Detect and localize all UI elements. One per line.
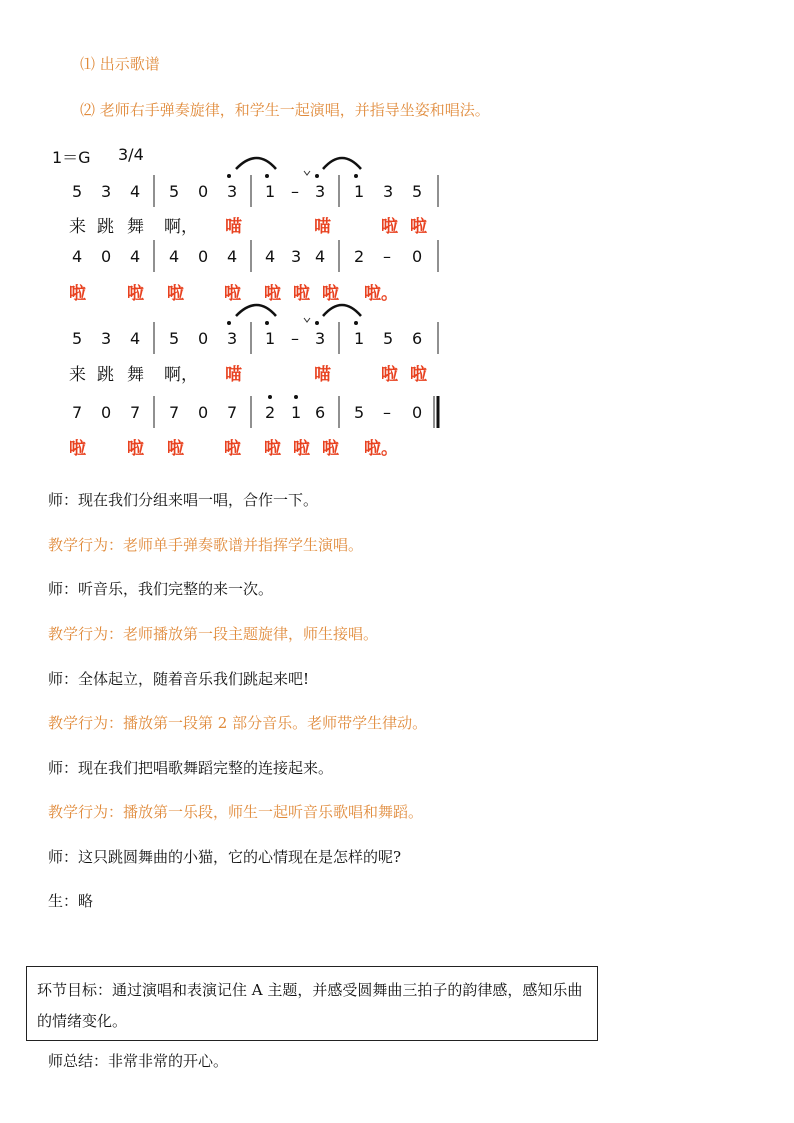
octave-dot bbox=[354, 321, 358, 325]
score-lyric: 喵 bbox=[314, 365, 331, 385]
octave-dot bbox=[265, 321, 269, 325]
score-note: 5 bbox=[72, 182, 83, 201]
score-note: 7 bbox=[72, 403, 83, 422]
step-2-text: 老师右手弹奏旋律，和学生一起演唱，并指导坐姿和唱法。 bbox=[99, 101, 490, 119]
octave-dot bbox=[268, 395, 272, 399]
dialogue-line: 生：略 bbox=[48, 892, 94, 910]
score-lyric: 啊， bbox=[164, 217, 198, 237]
score-note: 0 bbox=[412, 247, 423, 266]
score-lyric: 喵 bbox=[225, 217, 242, 237]
score-lyric: 啊， bbox=[164, 365, 198, 385]
score-note: 7 bbox=[169, 403, 180, 422]
score-lyric: 啦 bbox=[322, 284, 339, 304]
score-lyric: 舞 bbox=[127, 365, 144, 385]
score-note: 6 bbox=[412, 329, 423, 348]
score-lyric: 啦 bbox=[224, 284, 241, 304]
breath-mark bbox=[304, 318, 310, 322]
score-note: 3 bbox=[315, 182, 326, 201]
score-note: 2 bbox=[265, 403, 276, 422]
score-note: 4 bbox=[130, 182, 141, 201]
score-lyric: 来 bbox=[69, 217, 86, 237]
octave-dot bbox=[227, 321, 231, 325]
score-lyric: 喵 bbox=[225, 365, 242, 385]
score-note: 1 bbox=[265, 329, 276, 348]
score-note: 4 bbox=[72, 247, 83, 266]
score-note: 2 bbox=[354, 247, 365, 266]
score-note: 5 bbox=[383, 329, 394, 348]
teaching-action: 教学行为：播放第一段第 2 部分音乐。老师带学生律动。 bbox=[48, 714, 428, 732]
score-lyric: 跳 bbox=[97, 365, 114, 385]
dialogue-line: 师：全体起立，随着音乐我们跳起来吧! bbox=[48, 670, 310, 688]
dialogue-line: 师：这只跳圆舞曲的小猫，它的心情现在是怎样的呢? bbox=[48, 848, 402, 866]
score-lyric: 啦 bbox=[381, 217, 398, 237]
time-signature: 3/4 bbox=[118, 145, 144, 164]
score-note: 0 bbox=[198, 403, 209, 422]
score-note: 3 bbox=[101, 182, 112, 201]
score-lyric: 啦。 bbox=[364, 284, 398, 304]
score-lyric: 啦。 bbox=[364, 439, 398, 459]
score-note: 3 bbox=[383, 182, 394, 201]
score-note: 7 bbox=[130, 403, 141, 422]
breath-mark bbox=[304, 171, 310, 175]
score-lyric: 喵 bbox=[314, 217, 331, 237]
score-note: 0 bbox=[198, 329, 209, 348]
score-note: 7 bbox=[227, 403, 238, 422]
dialogue-line: 师：现在我们分组来唱一唱，合作一下。 bbox=[48, 491, 319, 509]
score-note: 1 bbox=[354, 329, 365, 348]
score-note: 4 bbox=[265, 247, 276, 266]
score-note: 1 bbox=[354, 182, 365, 201]
slur bbox=[236, 158, 276, 169]
score-lyric: 啦 bbox=[167, 439, 184, 459]
score-lyric: 来 bbox=[69, 365, 86, 385]
goal-box-text: 环节目标：通过演唱和表演记住 A 主题，并感受圆舞曲三拍子的韵律感，感知乐曲的情绪变化。 bbox=[37, 981, 583, 1030]
score-note: 0 bbox=[198, 247, 209, 266]
score-lyric: 啦 bbox=[127, 284, 144, 304]
score-note: – bbox=[291, 182, 299, 201]
octave-dot bbox=[354, 174, 358, 178]
score-note: 3 bbox=[315, 329, 326, 348]
score-note: 0 bbox=[198, 182, 209, 201]
score-lyric: 啦 bbox=[264, 439, 281, 459]
score-note: 4 bbox=[315, 247, 326, 266]
score-lyric: 啦 bbox=[69, 284, 86, 304]
score-note: 3 bbox=[227, 329, 238, 348]
dialogue-line: 师：听音乐，我们完整的来一次。 bbox=[48, 580, 274, 598]
octave-dot bbox=[315, 321, 319, 325]
score-lyric: 啦 bbox=[410, 365, 427, 385]
score-lyric: 啦 bbox=[127, 439, 144, 459]
score-note: 4 bbox=[169, 247, 180, 266]
score-lyric: 啦 bbox=[410, 217, 427, 237]
score-note: 0 bbox=[412, 403, 423, 422]
song-score bbox=[0, 0, 794, 470]
slur bbox=[323, 158, 361, 169]
score-note: 5 bbox=[72, 329, 83, 348]
score-note: 6 bbox=[315, 403, 326, 422]
octave-dot bbox=[227, 174, 231, 178]
step-1-text: 出示歌谱 bbox=[99, 55, 160, 73]
score-note: 0 bbox=[101, 403, 112, 422]
score-lyric: 跳 bbox=[97, 217, 114, 237]
score-note: 3 bbox=[227, 182, 238, 201]
goal-box bbox=[26, 966, 598, 1041]
score-lyric: 啦 bbox=[293, 284, 310, 304]
octave-dot bbox=[315, 174, 319, 178]
score-lyric: 啦 bbox=[381, 365, 398, 385]
score-note: – bbox=[383, 247, 391, 266]
score-note: 1 bbox=[291, 403, 302, 422]
key-signature: 1＝G bbox=[52, 148, 91, 167]
score-note: 4 bbox=[130, 247, 141, 266]
score-note: 4 bbox=[130, 329, 141, 348]
score-lyric: 啦 bbox=[264, 284, 281, 304]
teaching-action: 教学行为：老师播放第一段主题旋律，师生接唱。 bbox=[48, 625, 379, 643]
score-lyric: 啦 bbox=[322, 439, 339, 459]
teaching-action: 教学行为：播放第一乐段，师生一起听音乐歌唱和舞蹈。 bbox=[48, 803, 424, 821]
score-note: 0 bbox=[101, 247, 112, 266]
slur bbox=[236, 305, 276, 316]
dialogue-line: 师：现在我们把唱歌舞蹈完整的连接起来。 bbox=[48, 759, 334, 777]
octave-dot bbox=[265, 174, 269, 178]
step-1-number: ⑴ bbox=[80, 55, 96, 73]
score-note: – bbox=[291, 329, 299, 348]
score-note: 3 bbox=[291, 247, 302, 266]
score-note: 5 bbox=[169, 182, 180, 201]
step-2-number: ⑵ bbox=[80, 101, 96, 119]
score-note: – bbox=[383, 403, 391, 422]
slur bbox=[323, 305, 361, 316]
score-note: 5 bbox=[169, 329, 180, 348]
score-lyric: 啦 bbox=[224, 439, 241, 459]
octave-dot bbox=[294, 395, 298, 399]
score-lyric: 舞 bbox=[127, 217, 144, 237]
score-note: 4 bbox=[227, 247, 238, 266]
score-note: 3 bbox=[101, 329, 112, 348]
teaching-action: 教学行为：老师单手弹奏歌谱并指挥学生演唱。 bbox=[48, 536, 364, 554]
score-note: 5 bbox=[354, 403, 365, 422]
score-note: 1 bbox=[265, 182, 276, 201]
score-lyric: 啦 bbox=[167, 284, 184, 304]
teacher-summary: 师总结：非常非常的开心。 bbox=[48, 1052, 229, 1070]
score-lyric: 啦 bbox=[293, 439, 310, 459]
score-lyric: 啦 bbox=[69, 439, 86, 459]
score-note: 5 bbox=[412, 182, 423, 201]
